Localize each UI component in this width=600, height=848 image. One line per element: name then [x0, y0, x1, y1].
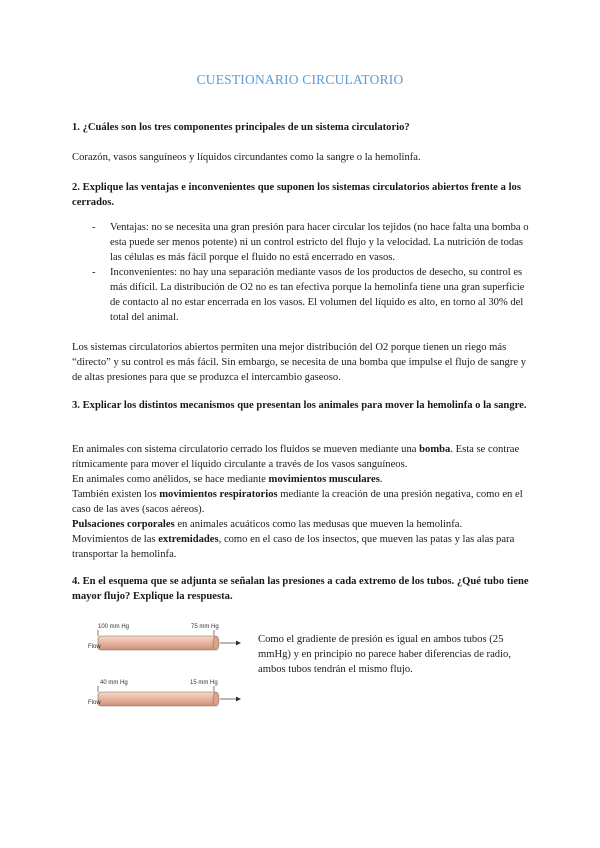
- bullet-inconvenientes: Inconvenientes: no hay una separación mediante vasos de los productos de desecho, su control es más difícil. La distribución de O2 no es tan efectiva porque la hemolinfa tiene una gran superficie de contacto al no estar encerrada en los vasos. El volumen del líquido es alto, en torno al 30% del total del animal.: [110, 267, 525, 323]
- question-4-text: 4. En el esquema que se adjunta se señalan las presiones a cada extremo de los tubos. ¿Qué tubo tiene mayor flujo? Explique la respuesta.: [72, 576, 529, 602]
- answer-2-paragraph: [72, 340, 530, 385]
- answer-2-list: [72, 220, 530, 325]
- bold-run: bomba: [419, 444, 451, 455]
- tube-diagram: [88, 618, 248, 718]
- answer-3: [72, 442, 530, 562]
- tube-1-arrowhead: [236, 641, 241, 646]
- answer-3-line-3: [72, 487, 530, 517]
- question-3: [72, 398, 530, 413]
- text-run: Movimientos de las: [72, 534, 159, 545]
- bold-run: movimientos musculares: [268, 474, 380, 485]
- text-run: También existen los: [72, 489, 160, 500]
- tube-diagram-svg: [88, 618, 248, 718]
- tube-1: [98, 636, 216, 650]
- bullet-ventajas: Ventajas: no se necesita una gran presión para hacer circular los tejidos (no hace falta una bomba o esta puede ser menos potente) ni un control estricto del flujo y la velocidad. La nutrición de todas las células es más fácil porque el fluido no está encerrado en vasos.: [110, 222, 529, 263]
- answer-3-line-5: [72, 532, 530, 562]
- tube-2-left-pressure: 40 mm Hg: [100, 680, 128, 686]
- tube-1-right-pressure: 75 mm Hg: [191, 624, 219, 630]
- question-1: [72, 120, 530, 135]
- tube-1-flow-label: Flow: [88, 644, 101, 650]
- list-item: [92, 265, 530, 325]
- document-title: CUESTIONARIO CIRCULATORIO: [196, 72, 404, 87]
- answer-3-line-2: [72, 472, 530, 487]
- bold-run: movimientos respiratorios: [159, 489, 278, 500]
- answer-1-text: Corazón, vasos sanguíneos y líquidos circundantes como la sangre o la hemolinfa.: [72, 152, 421, 163]
- tube-2-flow-label: Flow: [88, 700, 101, 706]
- tube-1-end: [213, 636, 219, 650]
- answer-3-line-4: [72, 517, 530, 532]
- question-4: [72, 574, 530, 604]
- answer-2-text: Los sistemas circulatorios abiertos permiten una mejor distribución del O2 porque tienen un riego más “directo” y su control es más fácil. Sin embargo, se necesita de una bomba que impulse el flujo de sangre y de altas presiones para que se produzca el intercambio gaseoso.: [72, 342, 527, 383]
- tube-2-end: [213, 692, 219, 706]
- tube-2: [98, 692, 216, 706]
- question-2: [72, 180, 530, 210]
- text-run: , como en el caso de los insectos, que mueven las patas y las alas para transportar la hemolinfa.: [72, 534, 515, 560]
- answer-1: [72, 150, 530, 165]
- bold-run: extremidades: [158, 534, 219, 545]
- text-run: En animales como anélidos, se hace mediante: [72, 474, 269, 485]
- answer-3-line-1: [72, 442, 530, 472]
- text-run: En animales con sistema circulatorio cerrado los fluidos se mueven mediante una: [72, 444, 420, 455]
- tube-2-right-pressure: 15 mm Hg: [190, 680, 218, 686]
- question-2-text: 2. Explique las ventajas e inconvenientes que suponen los sistemas circulatorios abiertos frente a los cerrados.: [72, 182, 521, 208]
- question-3-text: 3. Explicar los distintos mecanismos que presentan los animales para mover la hemolinfa o la sangre.: [72, 400, 527, 411]
- bold-run: Pulsaciones corporales: [72, 519, 175, 530]
- tube-2-arrowhead: [236, 697, 241, 702]
- question-1-text: 1. ¿Cuáles son los tres componentes principales de un sistema circulatorio?: [72, 122, 410, 133]
- bullet-dash: -: [92, 267, 96, 278]
- answer-4-text: Como el gradiente de presión es igual en ambos tubos (25 mmHg) y en principio no parece haber diferencias de radio, ambos tubos tendrán el mismo flujo.: [258, 634, 511, 675]
- text-run: mediante la creación de una presión negativa, como en el caso de las aves (sacos aéreos).: [72, 489, 523, 515]
- tube-1-left-pressure: 100 mm Hg: [98, 624, 130, 630]
- answer-4: [258, 632, 530, 677]
- text-run: en animales acuáticos como las medusas que mueven la hemolinfa.: [174, 519, 463, 530]
- list-item: [92, 220, 530, 265]
- bullet-dash: -: [92, 222, 96, 233]
- text-run: .: [379, 474, 383, 485]
- text-run: . Esta se contrae rítmicamente para mover el líquido circulante a través de los vasos sanguíneos.: [72, 444, 520, 470]
